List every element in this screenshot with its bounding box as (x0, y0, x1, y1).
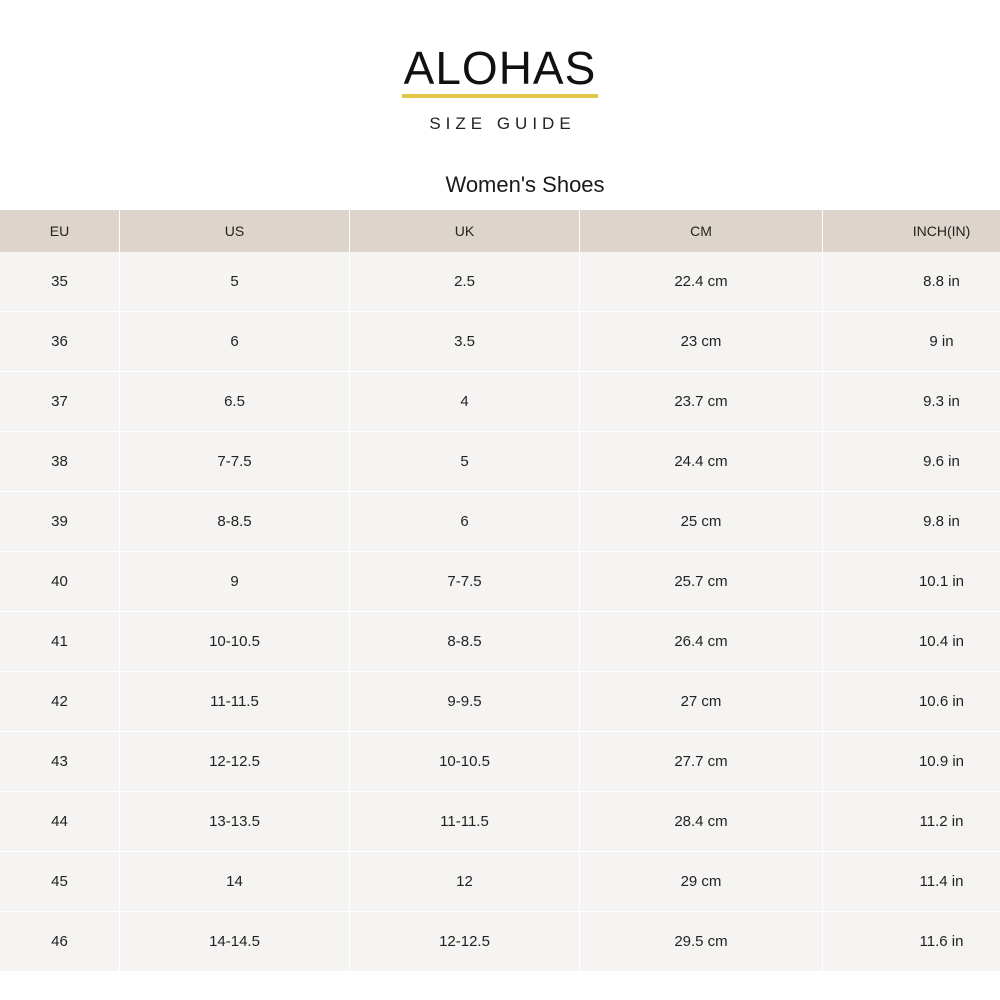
table-row (0, 312, 1000, 372)
table-row (0, 732, 1000, 792)
cell-inch: 10.4 in (823, 612, 1000, 672)
cell-inch: 11.6 in (823, 912, 1000, 972)
cell-us: 14-14.5 (120, 912, 350, 972)
cell-us: 5 (120, 252, 350, 312)
column-header-us: US (120, 210, 350, 252)
cell-uk: 12-12.5 (350, 912, 580, 972)
table-header-row (0, 210, 1000, 252)
cell-us: 14 (120, 852, 350, 912)
cell-uk: 3.5 (350, 312, 580, 372)
cell-us: 6 (120, 312, 350, 372)
table-row (0, 672, 1000, 732)
cell-eu: 37 (0, 372, 120, 432)
table-row (0, 852, 1000, 912)
cell-eu: 39 (0, 492, 120, 552)
table-row (0, 792, 1000, 852)
cell-eu: 44 (0, 792, 120, 852)
column-header-eu: EU (0, 210, 120, 252)
cell-cm: 25 cm (580, 492, 823, 552)
cell-us: 13-13.5 (120, 792, 350, 852)
cell-eu: 36 (0, 312, 120, 372)
cell-uk: 5 (350, 432, 580, 492)
column-header-uk: UK (350, 210, 580, 252)
cell-uk: 4 (350, 372, 580, 432)
table-row (0, 372, 1000, 432)
cell-eu: 42 (0, 672, 120, 732)
cell-inch: 11.2 in (823, 792, 1000, 852)
cell-cm: 27.7 cm (580, 732, 823, 792)
cell-cm: 23.7 cm (580, 372, 823, 432)
table-title: Women's Shoes (445, 172, 605, 197)
cell-inch: 9.3 in (823, 372, 1000, 432)
column-header-cm: CM (580, 210, 823, 252)
cell-uk: 10-10.5 (350, 732, 580, 792)
cell-uk: 2.5 (350, 252, 580, 312)
cell-eu: 40 (0, 552, 120, 612)
cell-uk: 9-9.5 (350, 672, 580, 732)
size-table (0, 210, 1000, 972)
cell-inch: 9 in (823, 312, 1000, 372)
cell-cm: 28.4 cm (580, 792, 823, 852)
table-row (0, 912, 1000, 972)
cell-us: 10-10.5 (120, 612, 350, 672)
cell-us: 8-8.5 (120, 492, 350, 552)
cell-cm: 22.4 cm (580, 252, 823, 312)
cell-uk: 6 (350, 492, 580, 552)
cell-cm: 29 cm (580, 852, 823, 912)
cell-inch: 10.1 in (823, 552, 1000, 612)
cell-us: 11-11.5 (120, 672, 350, 732)
cell-inch: 10.6 in (823, 672, 1000, 732)
cell-us: 7-7.5 (120, 432, 350, 492)
table-row (0, 252, 1000, 312)
cell-us: 12-12.5 (120, 732, 350, 792)
cell-cm: 25.7 cm (580, 552, 823, 612)
cell-eu: 46 (0, 912, 120, 972)
cell-cm: 26.4 cm (580, 612, 823, 672)
cell-uk: 12 (350, 852, 580, 912)
table-row (0, 432, 1000, 492)
cell-inch: 8.8 in (823, 252, 1000, 312)
cell-cm: 27 cm (580, 672, 823, 732)
table-row (0, 492, 1000, 552)
table-body (0, 252, 1000, 972)
cell-cm: 24.4 cm (580, 432, 823, 492)
cell-cm: 23 cm (580, 312, 823, 372)
cell-cm: 29.5 cm (580, 912, 823, 972)
cell-uk: 7-7.5 (350, 552, 580, 612)
table-row (0, 552, 1000, 612)
brand-header (0, 42, 1000, 134)
table-row (0, 612, 1000, 672)
cell-inch: 9.8 in (823, 492, 1000, 552)
cell-eu: 43 (0, 732, 120, 792)
cell-eu: 45 (0, 852, 120, 912)
cell-eu: 38 (0, 432, 120, 492)
brand-logo: ALOHAS (402, 42, 599, 98)
cell-inch: 11.4 in (823, 852, 1000, 912)
cell-uk: 8-8.5 (350, 612, 580, 672)
cell-uk: 11-11.5 (350, 792, 580, 852)
column-header-inch: INCH(IN) (823, 210, 1000, 252)
cell-us: 6.5 (120, 372, 350, 432)
cell-inch: 10.9 in (823, 732, 1000, 792)
cell-eu: 35 (0, 252, 120, 312)
size-guide-subtitle: SIZE GUIDE (429, 114, 576, 133)
cell-inch: 9.6 in (823, 432, 1000, 492)
cell-eu: 41 (0, 612, 120, 672)
cell-us: 9 (120, 552, 350, 612)
